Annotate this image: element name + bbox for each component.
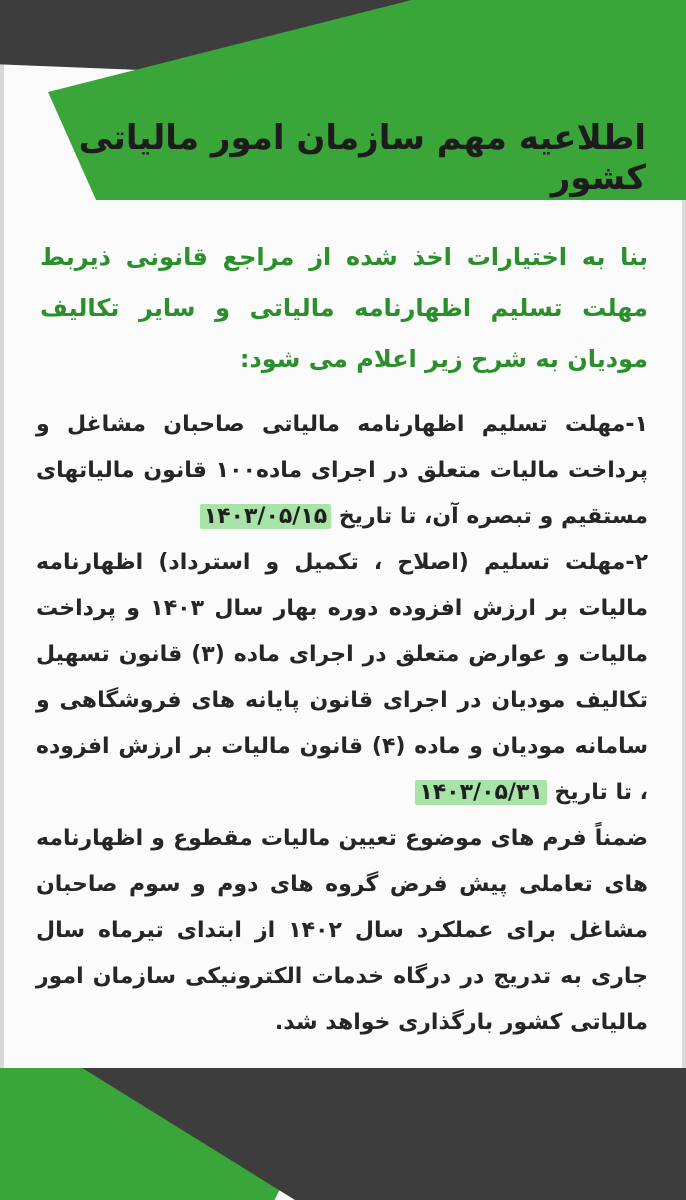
announcement-body	[36, 402, 648, 1046]
deadline-item-2-text: ۲-مهلت تسلیم (اصلاح ، تکمیل و استرداد) اظهارنامه مالیات بر ارزش افزوده دوره بهار سال ۱۴۰۳ و پرداخت مالیات و عوارض متعلق در اجرای ماده (۳) قانون تسهیل تکالیف مودیان در اجرای قانون پایانه های فروشگاهی و سامانه مودیان و ماده (۴) قانون مالیات بر ارزش افزوده ، تا تاریخ	[36, 550, 648, 805]
deadline-item-1-text: ۱-مهلت تسلیم اظهارنامه مالیاتی صاحبان مشاغل و پرداخت مالیات متعلق در اجرای ماده۱۰۰ قانون مالیاتهای مستقیم و تبصره آن، تا تاریخ	[36, 412, 648, 529]
deadline-item-1-date: ۱۴۰۳/۰۵/۱۵	[200, 504, 332, 529]
closing-paragraph: ضمناً فرم های موضوع تعیین مالیات مقطوع و اظهارنامه های تعاملی پیش فرض گروه های دوم و سوم صاحبان مشاغل برای عملکرد سال ۱۴۰۲ از ابتدای تیرماه سال جاری به تدریج در درگاه خدمات الکترونیکی سازمان امور مالیاتی کشور بارگذاری خواهد شد.	[36, 826, 648, 1035]
left-edge-strip	[0, 0, 4, 1200]
announcement-title: اطلاعیه مهم سازمان امور مالیاتی کشور	[78, 118, 646, 198]
deadline-item-2	[36, 540, 648, 816]
deadline-item-1	[36, 402, 648, 540]
intro-paragraph: بنا به اختیارات اخذ شده از مراجع قانونی ذیربط مهلت تسلیم اظهارنامه مالیاتی و سایر تکالیف مودیان به شرح زیر اعلام می شود:	[40, 243, 648, 373]
deadline-item-2-date: ۱۴۰۳/۰۵/۳۱	[415, 780, 547, 805]
